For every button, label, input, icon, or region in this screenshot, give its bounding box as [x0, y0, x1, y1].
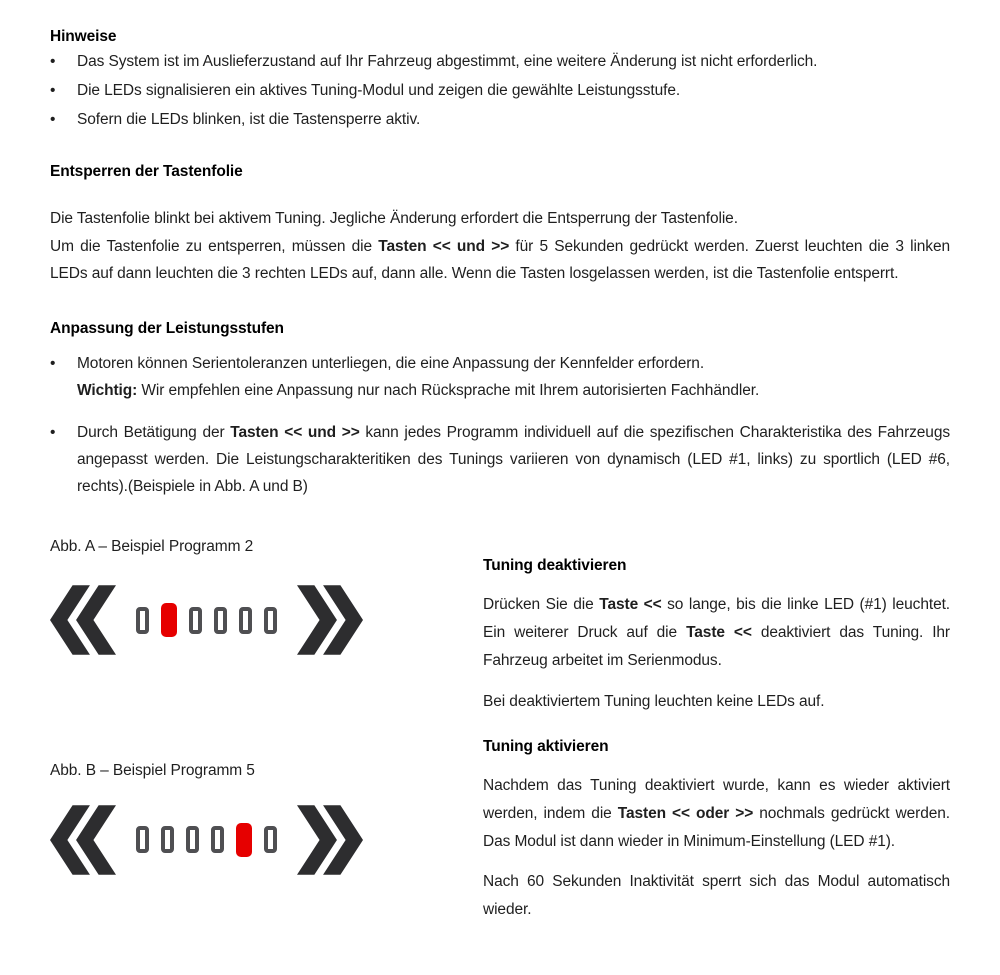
anpassung-bullet-1-line-2: Wichtig: Wir empfehlen eine Anpassung nur nach Rücksprache mit Ihrem autorisierten Fachhändler. [77, 381, 760, 399]
tuning-aktivieren-heading: Tuning aktivieren [483, 737, 609, 755]
led-5 [239, 607, 252, 634]
led-4 [211, 826, 224, 853]
figures-column [50, 528, 483, 924]
hinweise-bullet-list [50, 48, 950, 133]
led-3 [186, 826, 199, 853]
entsperren-line-1: Die Tastenfolie blinkt bei aktivem Tuning. Jegliche Änderung erfordert die Entsperrung der Tastenfolie. [50, 210, 738, 228]
tuning-instructions-column [483, 528, 950, 924]
entsperren-heading: Entsperren der Tastenfolie [50, 163, 243, 181]
list-item [50, 77, 950, 104]
tuning-aktivieren-paragraph: Nachdem das Tuning deaktiviert wurde, kann es wieder aktiviert werden, indem die Tasten << oder >> nochmals gedrückt werden. Das Modul ist dann wieder in Minimum-Einstellung (LED #1). [483, 776, 951, 850]
list-item [50, 350, 950, 404]
anpassung-bullet-1-line-1: Motoren können Serientoleranzen unterliegen, die eine Anpassung der Kennfelder erfordern. [77, 354, 705, 372]
tuning-deaktivieren-heading: Tuning deaktivieren [483, 557, 627, 575]
led-1 [136, 826, 149, 853]
bullet-icon [50, 106, 77, 133]
anpassung-bullet-1 [77, 350, 950, 404]
anpassung-bullet-2: Durch Betätigung der Tasten << und >> kann jedes Programm individuell auf die spezifischen Charakteristika des Fahrzeugs angepasst werden. Die Leistungscharakteritiken des Tunings variieren von dynamisch (LED #1, links) zu sportlich (LED #6, rechts).(Beispiele in Abb. A und B) [77, 424, 950, 496]
bullet-icon [50, 77, 77, 104]
double-chevron-left-icon [50, 585, 116, 655]
double-chevron-left-icon [50, 805, 116, 875]
figure-a-label: Abb. A – Beispiel Programm 2 [50, 538, 254, 556]
tuning-deaktivieren-paragraph: Drücken Sie die Taste << so lange, bis die linke LED (#1) leuchtet. Ein weiterer Druck auf die Taste << deaktiviert das Tuning. Ihr Fahrzeug arbeitet im Serienmodus. [483, 596, 950, 670]
list-item [50, 419, 950, 500]
hinweise-bullet-3: Sofern die LEDs blinken, ist die Tastensperre aktiv. [77, 111, 421, 129]
bullet-icon [50, 419, 77, 500]
led-strip [136, 603, 277, 637]
figure-b-label: Abb. B – Beispiel Programm 5 [50, 762, 255, 780]
entsperren-paragraph [50, 205, 950, 286]
led-2 [161, 826, 174, 853]
led-6 [264, 826, 277, 853]
tuning-deaktivieren-note: Bei deaktiviertem Tuning leuchten keine LEDs auf. [483, 692, 825, 710]
figure-b-led-display [50, 804, 483, 876]
led-1 [136, 607, 149, 634]
bullet-icon [50, 48, 77, 75]
hinweise-bullet-1: Das System ist im Auslieferzustand auf Ihr Fahrzeug abgestimmt, eine weitere Änderung ist nicht erforderlich. [77, 53, 818, 70]
double-chevron-right-icon [297, 585, 363, 655]
led-2-active [161, 603, 177, 637]
led-4 [214, 607, 227, 634]
hinweise-bullet-2: Die LEDs signalisieren ein aktives Tuning-Modul und zeigen die gewählte Leistungsstufe. [77, 82, 681, 100]
anpassung-heading: Anpassung der Leistungsstufen [50, 319, 284, 337]
bottom-columns [50, 528, 950, 924]
led-strip [136, 823, 277, 857]
led-3 [189, 607, 202, 634]
entsperren-line-2: Um die Tastenfolie zu entsperren, müssen die Tasten << und >> für 5 Sekunden gedrückt werden. Zuerst leuchten die 3 linken LEDs auf dann leuchten die 3 rechten LEDs auf, dann alle. Wenn die Tasten losgelassen werden, ist die Tastenfolie entsperrt. [50, 237, 950, 282]
list-item [50, 48, 950, 75]
bullet-icon [50, 350, 77, 404]
hinweise-heading: Hinweise [50, 28, 117, 45]
double-chevron-right-icon [297, 805, 363, 875]
led-5-active [236, 823, 252, 857]
tuning-aktivieren-note: Nach 60 Sekunden Inaktivität sperrt sich das Modul automatisch wieder. [483, 873, 950, 919]
list-item [50, 106, 950, 133]
led-6 [264, 607, 277, 634]
figure-a-led-display [50, 584, 483, 656]
